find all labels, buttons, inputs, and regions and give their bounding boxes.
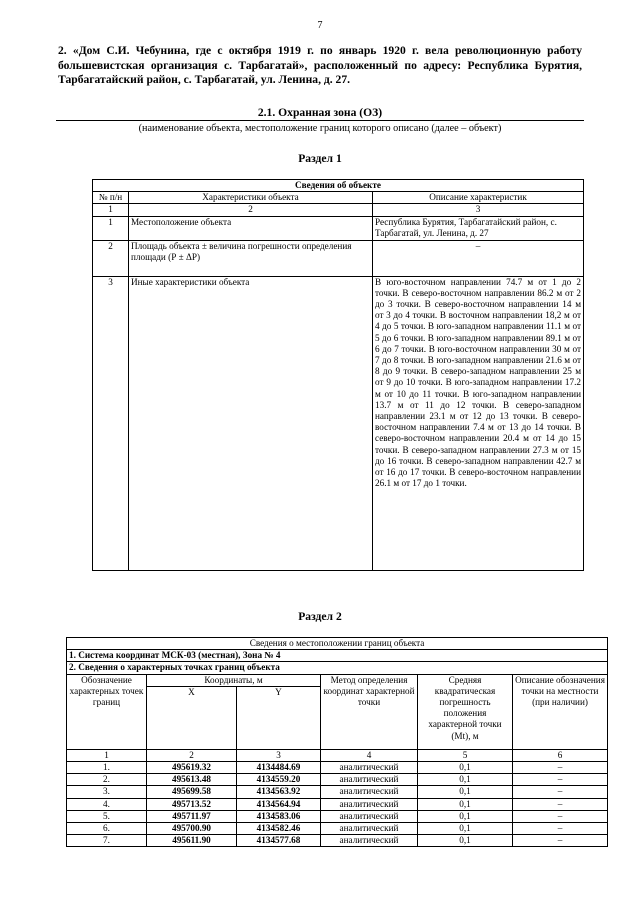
object-caption: (наименование объекта, местоположение границ которого описано (далее – объект) — [138, 123, 502, 134]
table-row: 1 Местоположение объекта Республика Бурятия, Тарбагатайский район, с. Тарбагатай, ул. Ленина, д. 27 — [93, 216, 584, 240]
table-row: 3 Иные характеристики объекта В юго-восточном направлении 74.7 м от 1 до 2 точки. В северо-восточном направлении 86.2 м от 2 до 3 точки. В северо-восточном направлении 14 м от 3 до 4 точки. В восточном направлении 18,2 м от 4 до 5 точки. В юго-западном направлении 11.1 м от 5 до 6 точки. В юго-западном направлении 89.1 м от 6 до 7 точки. В юго-восточном направлении 30 м от 7 до 8 точки. В юго-западном направлении 21.6 м от 8 до 9 точки. В северо-западном направлении 25 м от 9 до 10 точки. В юго-западном направлении 17.2 м от 10 до 11 точки. В юго-западном направлении 13.7 м от 11 до 12 точки. В северо-западном направлении 23.1 м от 12 до 13 точки. В северо-восточном направлении 7.4 м от 13 до 14 точки. В северо-восточном направлении 20.4 м от 14 до 15 точки. В северо-западном направлении 27.3 м от 15 до 16 точки. В северо-западном направлении 42.7 м от 16 до 17 точки. В северо-восточном направлении 26.1 м от 17 до 1 точки. — [93, 276, 584, 570]
page-number: 7 — [317, 20, 323, 31]
table-row: 4. 495713.52 4134564.94 аналитический 0,1 – — [67, 798, 608, 810]
table-row: 6. 495700.90 4134582.46 аналитический 0,1 – — [67, 823, 608, 835]
table-row: 5. 495711.97 4134583.06 аналитический 0,1 – — [67, 810, 608, 822]
coordinate-system: 1. Система координат МСК-03 (местная), Зона № 4 — [67, 650, 608, 662]
table-row: 2. 495613.48 4134559.20 аналитический 0,1 – — [67, 774, 608, 786]
header-designation: Обозначение характерных точек границ — [67, 674, 147, 749]
header-description: Описание характеристик — [373, 192, 584, 204]
col-number: 2 — [129, 204, 373, 216]
col-number: 1 — [93, 204, 129, 216]
col-number: 3 — [373, 204, 584, 216]
header-method: Метод определения координат характерной точки — [321, 674, 418, 749]
table1-title: Сведения об объекте — [93, 180, 584, 192]
section1-title: Раздел 1 — [298, 152, 342, 165]
object-info-table — [92, 179, 584, 571]
header-number: № п/н — [93, 192, 129, 204]
boundary-points-table: Сведения о местоположении границ объекта 1. Система координат МСК-03 (местная), Зона № 4 2. Сведения о характерных точках границ объекта Обозначение характерных точек границ Координаты, м Метод определения координат характерной точки Средняя квадратическая погрешность положения характерной точки (Mt), м Описание обозначения точки на местности (при наличии) X Y 1 2 3 4 5 6 1. 495619.32 4134484.69 аналитический 0,1 – 2. 495613.48 4134559.20 аналитический 0,1 – 3. 495699.58 4134563.92 аналитический 0,1 – 4. 495713.52 4134564.94 аналитический 0,1 – 5. 495711.97 4134583.06 аналитический 0,1 – 6. 495700.90 4134582.46 аналитический 0,1 – 7. 495611.90 4134577.68 аналитический 0,1 – — [66, 637, 608, 847]
section2-title: Раздел 2 — [298, 610, 342, 623]
header-error: Средняя квадратическая погрешность положения характерной точки (Mt), м — [418, 674, 513, 749]
table-row: 1. 495619.32 4134484.69 аналитический 0,1 – — [67, 762, 608, 774]
header-coordinates: Координаты, м — [147, 674, 321, 686]
zone-subheading: 2.1. Охранная зона (ОЗ) — [257, 106, 383, 119]
header-x: X — [147, 686, 237, 749]
table-row: 2 Площадь объекта ± величина погрешности определения площади (Р ± ΔР) – — [93, 240, 584, 276]
table2-title: Сведения о местоположении границ объекта — [67, 638, 608, 650]
header-characteristic: Характеристики объекта — [129, 192, 373, 204]
document-heading: 2. «Дом С.И. Чебунина, где с октября 1919 г. по январь 1920 г. вела революционную работу большевистская организация с. Тарбагатай», расположенный по адресу: Республика Бурятия, Тарбагатайский район, с. Тарбагатай, ул. Ленина, д. 27. — [58, 44, 582, 86]
table-row: 3. 495699.58 4134563.92 аналитический 0,1 – — [67, 786, 608, 798]
underline-rule — [56, 120, 584, 121]
header-point-description: Описание обозначения точки на местности (при наличии) — [513, 674, 608, 749]
boundary-description: В юго-восточном направлении 74.7 м от 1 до 2 точки. В северо-восточном направлении 86.2 м от 2 до 3 точки. В северо-восточном направлении 14 м от 3 до 4 точки. В восточном направлении 18,2 м от 4 до 5 точки. В юго-западном направлении 11.1 м от 5 до 6 точки. В юго-западном направлении 89.1 м от 6 до 7 точки. В юго-восточном направлении 30 м от 7 до 8 точки. В юго-западном направлении 21.6 м от 8 до 9 точки. В северо-западном направлении 25 м от 9 до 10 точки. В юго-западном направлении 17.2 м от 10 до 11 точки. В юго-западном направлении 13.7 м от 11 до 12 точки. В северо-западном направлении 23.1 м от 12 до 13 точки. В северо-восточном направлении 7.4 м от 13 до 14 точки. В северо-восточном направлении 20.4 м от 14 до 15 точки. В северо-западном направлении 27.3 м от 15 до 16 точки. В северо-западном направлении 42.7 м от 16 до 17 точки. В северо-восточном направлении 26.1 м от 17 до 1 точки. — [373, 276, 584, 570]
table-row: 7. 495611.90 4134577.68 аналитический 0,1 – — [67, 835, 608, 847]
header-y: Y — [237, 686, 321, 749]
points-title: 2. Сведения о характерных точках границ объекта — [67, 662, 608, 674]
